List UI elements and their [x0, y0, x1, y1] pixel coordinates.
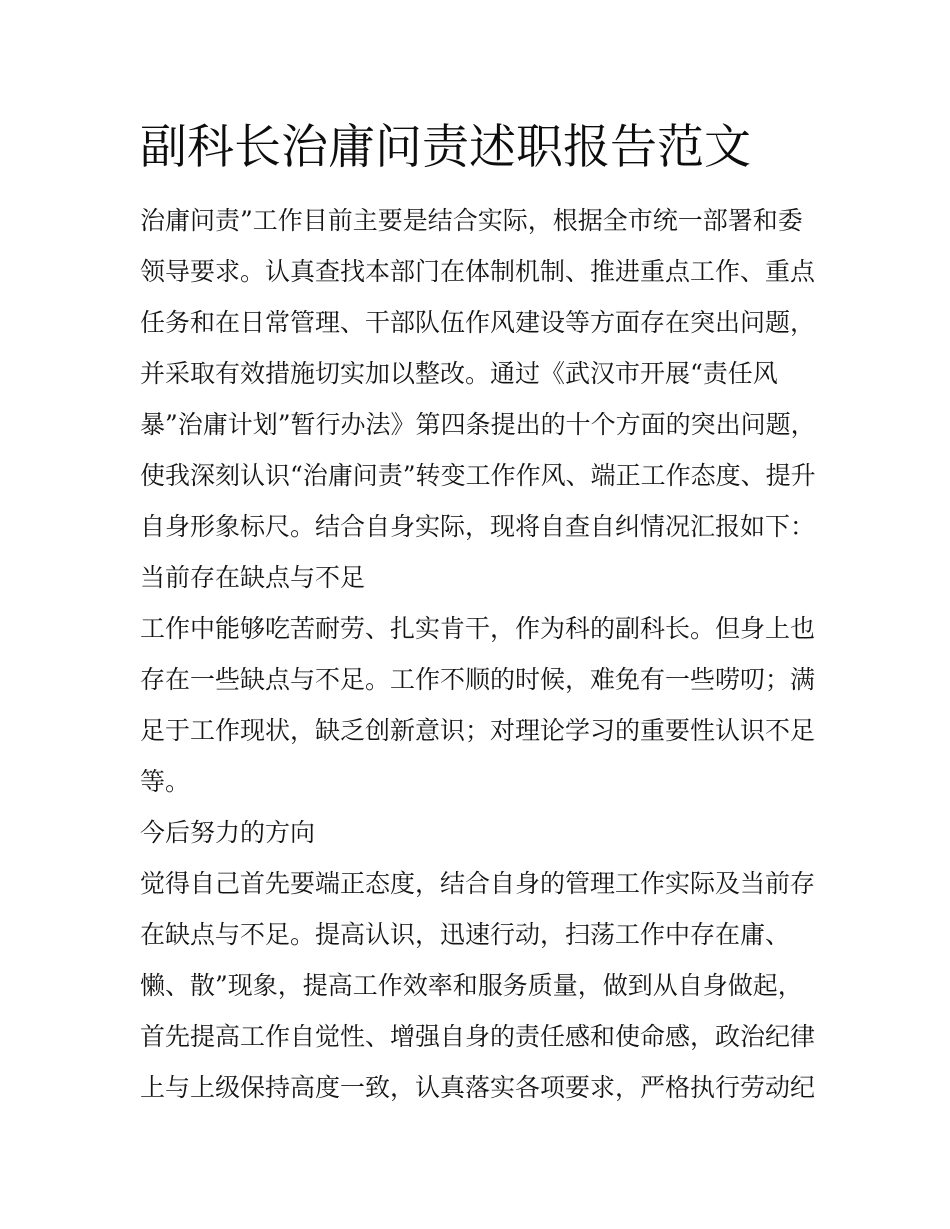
paragraph-line: 首先提高工作自觉性、增强自身的责任感和使命感，政治纪律 [140, 1022, 816, 1051]
paragraph-line: 治庸问责”工作目前主要是结合实际，根据全市统一部署和委 [140, 206, 803, 235]
section-heading: 今后努力的方向 [140, 818, 316, 847]
paragraph-line: 使我深刻认识“治庸问责”转变工作作风、端正工作态度、提升 [140, 461, 816, 490]
paragraph-line: 觉得自己首先要端正态度，结合自身的管理工作实际及当前存 [140, 869, 816, 898]
paragraph-line: 并采取有效措施切实加以整改。通过《武汉市开展“责任风 [140, 359, 778, 388]
paragraph-line: 等。 [140, 767, 191, 796]
paragraph-line: 懒、散”现象，提高工作效率和服务质量，做到从自身做起， [140, 971, 803, 1000]
paragraph-line: 存在一些缺点与不足。工作不顺的时候，难免有一些唠叨；满 [140, 665, 816, 694]
paragraph-line: 在缺点与不足。提高认识，迅速行动，扫荡工作中存在庸、 [140, 920, 791, 949]
section-heading: 当前存在缺点与不足 [140, 563, 366, 592]
paragraph-line: 足于工作现状，缺乏创新意识；对理论学习的重要性认识不足 [140, 716, 816, 745]
paragraph-line: 工作中能够吃苦耐劳、扎实肯干，作为科的副科长。但身上也 [140, 614, 816, 643]
paragraph-line: 领导要求。认真查找本部门在体制机制、推进重点工作、重点 [140, 257, 816, 286]
paragraph-line: 上与上级保持高度一致，认真落实各项要求，严格执行劳动纪 [140, 1073, 816, 1102]
paragraph-line: 暴”治庸计划”暂行办法》第四条提出的十个方面的突出问题， [140, 410, 816, 439]
paragraph-line: 自身形象标尺。结合自身实际，现将自查自纠情况汇报如下： [140, 512, 816, 541]
document-title: 副科长治庸问责述职报告范文 [140, 120, 751, 175]
paragraph-line: 任务和在日常管理、干部队伍作风建设等方面存在突出问题， [140, 308, 816, 337]
